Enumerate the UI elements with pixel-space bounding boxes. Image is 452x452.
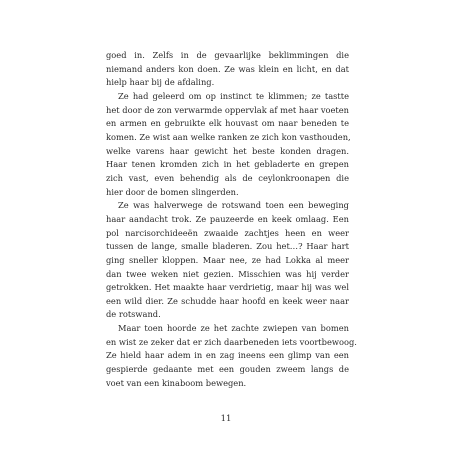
paragraph [106,322,357,390]
text-line: Ze had geleerd om op instinct te klimmen; ze tastte [118,90,349,101]
text-line: en wist ze zeker dat er zich daarbeneden iets voortbewoog. [106,336,357,347]
text-line: Haar tenen kromden zich in het gebladerte en grepen [106,159,349,170]
text-line: gespierde gedaante met een gouden zweem langs de [106,364,349,375]
text-line: Ze was halverwege de rotswand toen een beweging [118,200,349,211]
text-line: zich vast, even behendig als de ceylonkroonapen die [106,172,349,183]
text-line: dan twee weken niet gezien. Misschien was hij verder [106,268,349,279]
paragraph [106,49,349,90]
text-line: voet van een kinaboom bewegen. [106,377,247,388]
text-line: tussen de lange, smalle bladeren. Zou het…? Haar hart [106,241,349,252]
body-text [106,49,357,390]
text-line: hier door de bomen slingerden. [106,186,239,197]
text-line: hielp haar bij de afdaling. [106,77,215,88]
text-line: pol narcisorchideeën zwaaide zachtjes heen en weer [106,227,349,238]
text-line: en armen en gebruikte elk houvast om naar beneden te [106,118,349,129]
text-line: het door de zon verwarmde oppervlak af met haar voeten [106,104,349,115]
text-line: komen. Ze wist aan welke ranken ze zich kon vasthouden, [106,131,351,142]
paragraph [106,199,349,322]
paragraph [106,90,349,199]
text-line: een wild dier. Ze schudde haar hoofd en keek weer naar [106,295,349,306]
text-line: de rotswand. [106,309,161,320]
text-line: goed in. Zelfs in de gevaarlijke beklimmingen die [106,50,349,60]
page-number: 11 [220,414,232,424]
text-line: getrokken. Het maakte haar verdrietig, maar hij was wel [106,282,349,293]
text-line: welke varens haar gewicht het beste konden dragen. [106,145,349,156]
text-line: ging sneller kloppen. Maar nee, ze had Lokka al meer [106,254,349,265]
text-line: Maar toen hoorde ze het zachte zwiepen van bomen [118,323,349,334]
text-line: niemand anders kon doen. Ze was klein en licht, en dat [106,63,349,74]
text-line: haar aandacht trok. Ze pauzeerde en keek omlaag. Een [106,213,349,224]
text-line: Ze hield haar adem in en zag ineens een glimp van een [106,350,349,361]
